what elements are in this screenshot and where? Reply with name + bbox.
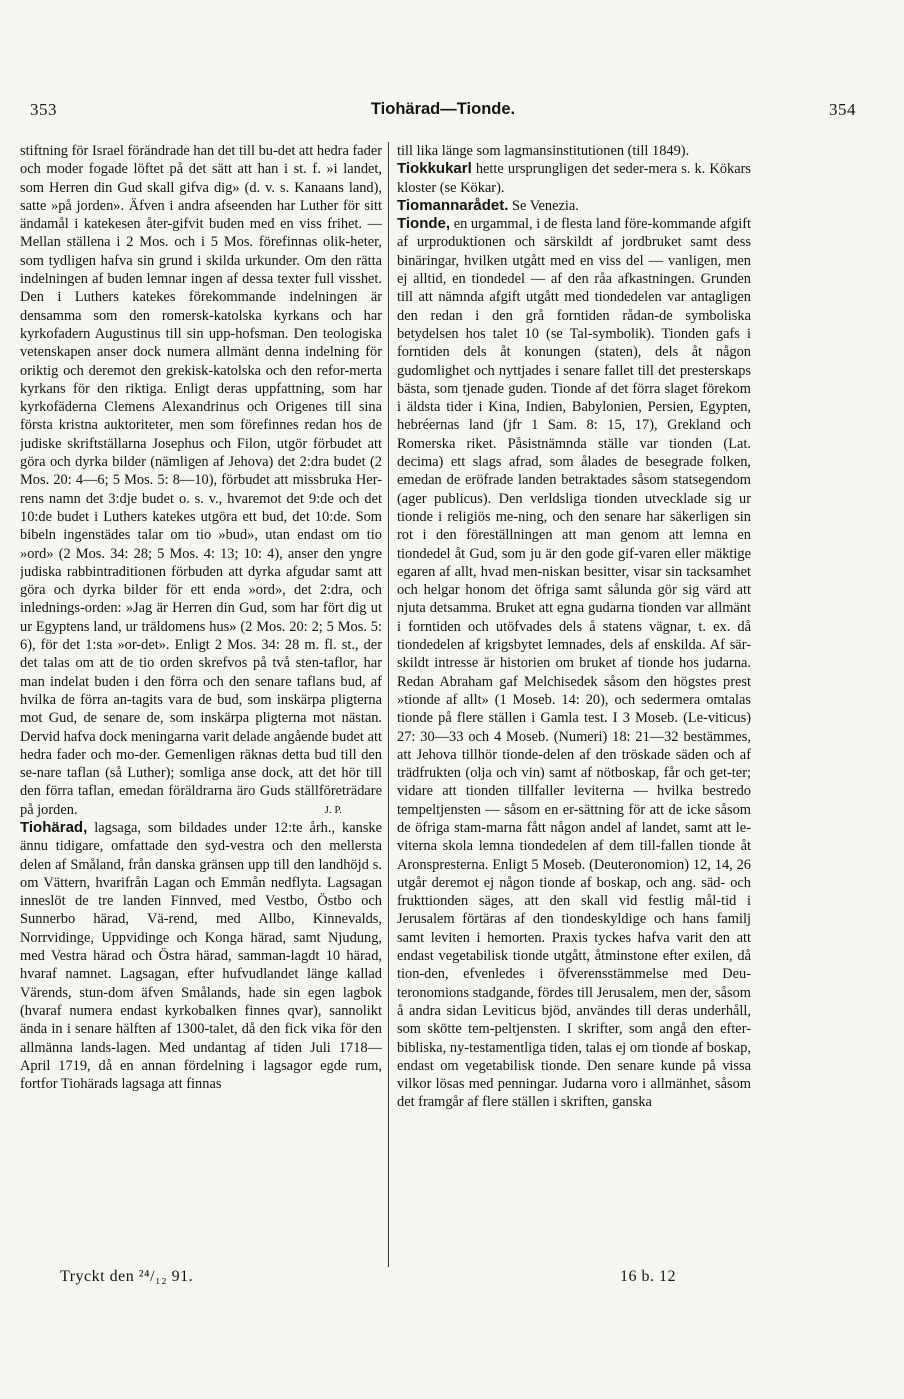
entry-tiokkukarl [397, 160, 751, 197]
author-signature: J. P. [324, 803, 342, 816]
right-column [397, 142, 751, 1272]
headword: Tiokkukarl [397, 160, 472, 178]
paragraph-continuation: till lika länge som lagmansinstitutionen (till 1849). [397, 143, 690, 159]
page-number-left: 353 [30, 100, 57, 119]
left-column [20, 142, 382, 1272]
entry-tionde [397, 215, 751, 1112]
entry-text: hette ursprungligen det seder-mera s. k. Kökars kloster (se Kökar). [397, 161, 751, 196]
entry-text: lagsaga, som bildades under 12:te årh., kanske ännu tidigare, omfattade den syd-vestra och den mellersta delen af Småland, från danska gränsen upp till den landhöjd s. om Vättern, hvarifrån Lagan och Emmån nedflyta. Lagsagan inneslöt de tre landen Finnved, med Vestbo, Östbo och Sunnerbo härad, Vä-rend, med Allbo, Kinnevalds, Norrvidinge, Uppvidinge och Konga härad, samt Njudung, med Vestra härad och Östra härad, samman-lagdt 10 härad, hvaraf namnet. Lagsagan, efter hufvudlandet länge kallad Värends, stun-dom äfven Smålands, hade sin egen lagbok (hvaraf numera endast kyrkobalken finnes qvar), sannolikt ända in i senare hälften af 1300-talet, då den fick vika för den allmänna lands-lagen. Med undantag af tiden Juli 1718— April 1719, då en annan fördelning i lagsagor egde rum, fortfor Tiohärads lagsaga att finnas [20, 819, 382, 1093]
headword: Tiomannarådet. [397, 196, 509, 214]
sheet-signature: 16 b. 12 [620, 1268, 676, 1285]
headword: Tiohärad, [20, 818, 88, 836]
entry-text: Se Venezia. [508, 197, 579, 214]
page-header [30, 100, 856, 130]
entry-text: en urgammal, i de flesta land före-kommande afgift af urproduktionen och särskildt af jordbruket samt dess binäringar, hvilken utgått med en viss del — vanligen, men ej alltid, en tiondedel — af den råa afkastningen. Grunden till att nämnda afgift utgått med tiondedelen var antagligen den redan i den grå forntiden rådan-de symboliska betydelsen hos talet 10 (se Tal-symbolik). Tionden gafs i forntiden dels åt konungen (staten), dels åt någon gudomlighet och nyttjades i senare fallet till det presterskaps bästa, som tjenade guden. Tionde af det förra slaget förekom i äldsta tider i Kina, Indien, Babylonien, Persien, Egypten, hebréernas land (jfr 1 Sam. 8: 15, 17), Grekland och Romerska riket. Påsistnämnda ställe var tionden (Lat. decima) ett slags afrad, som ålades de besegrade folken, emedan de eröfrade landen betraktades såsom statsegendom (ager publicus). Den verldsliga tionden utvecklade sig ur tionde i religiös me-ning, och den senare har säkerligen sin rot i den föreställningen att man genom att lemna en tiondedel åt Gud, som ju är den gode gif-varen eller mäktige egaren af allt, hvad men-niskan besitter, visar sin tacksamhet och helgar honom det öfriga samt sålunda gör sig värd att njuta detsamma. Bruket att egna gudarna tionden var allmänt i forntiden och utöfvades dels å statens vägnar, t. ex. då tiondedelen af krigsbytet lemnades, dels af enskilda. Af sär-skildt intresse är historien om bruket af tionde hos judarna. Redan Abraham gaf Melchisedek såsom den högstes prest »tionde af allt» (1 Moseb. 14: 20), och sedermera omtalas tionde på flere ställen i Gamla test. I 3 Moseb. (Le-viticus) 27: 30—33 och 4 Moseb. (Numeri) 18: 21—32 bestämmes, att Jehova tillhör tionde-delen af den tröskade säden och af trädfrukten (olja och vin) samt af nötboskap, får och get-ter; vidare att tionden tillfaller leviterna — hvilka bestredo tempeltjensten — såsom en er-sättning för att de icke såsom de öfriga stam-marna fått någon andel af landet, samt att le-viterna skola lemna tiondedelen af dem till-fallen tionde åt Aronspresterna. Enligt 5 Moseb. (Deuteronomion) 12, 14, 26 utgår deremot ej någon tionde af boskap, och ang. säd- och frukttionden säges, att den skall vid festlig mål-tid i Jerusalem förtäras af den tiondeskyldige och hans familj samt leviten i hemorten. Praxis tyckes hafva varit den att endast vegetabilisk tionde utgått, åtminstone efter exilen, då tion-den, efvenledes i öfverensstämmelse med Deu-teronomions stadgande, fördes till Jerusalem, men der, såsom å andra sidan Leviticus bjöd, användes till deras underhåll, som skötte tem-peltjensten. I skrifter, som angå den efter-bibliska, ny-testamentliga tiden, talas ej om tionde af boskap, endast om vegetabilisk tionde. Den senare kunde på vissa vilkor lösas med penningar. Judarna voro i allmänhet, såsom det framgår af flere ställen i skriften, ganska [397, 216, 751, 1111]
entry-tioharad [20, 819, 382, 1093]
print-date: Tryckt den ²⁴/₁₂ 91. [60, 1268, 194, 1285]
column-divider [388, 142, 389, 1267]
paragraph-decalogue [20, 142, 382, 819]
entry-tiomannaradet [397, 197, 751, 215]
running-title: Tiohärad—Tionde. [370, 100, 516, 118]
headword: Tionde, [397, 215, 451, 233]
page-number-right: 354 [829, 100, 856, 119]
paragraph-text: stiftning för Israel förändrade han det till bu-det att hedra fader och moder fogade löftet på det sätt att han i st. f. »i landet, som Herren din Gud skall gifva dig» (d. v. s. Kanaans land), satte »på jorden». Äfven i andra afseenden har Luther för sitt ändamål i katekesen åter-gifvit buden med en viss frihet. — Mellan ställena i 2 Mos. och i 5 Mos. förefinnas olik-heter, som tydligen hafva sin grund i skilda urkunder. Om den rätta indelningen af buden lemnar ingen af dessa texter full visshet. Den i Luthers katekes förekommande indelningen är densamma som den romersk-katolska kyrkans och har kyrkofadern Augustinus till sin upp-hofsman. Den teologiska vetenskapen anser dock numera allmänt denna indelning för oriktig och deremot den grekisk-katolska och den refor-merta kyrkans för den riktiga. Enligt deras uppfattning, som har kyrkofäderna Clemens Alexandrinus och Origenes till sina första kristna auktoriteter, men som förefinnes redan hos de judiske skriftställarna Josephus och Filon, utgör förbudet att göra och dyrka bilder (nämligen af Jehova) det 2:dra budet (2 Mos. 20: 4—6; 5 Mos. 5: 8—10), förbudet att missbruka Her-rens namn det 3:dje budet o. s. v., hvaremot det 9:de och det 10:de budet i Luthers katekes utgöra ett bud, det 10:de. Som bibeln ingenstädes talar om tio »bud», utan endast om tio »ord» (2 Mos. 34: 28; 5 Mos. 4: 13; 10: 4), anser den yngre judiska rabbintraditionen förbuden att dyrka afgudar samt att göra och dyrka bilder för ett enda »ord», det 2:dra, och inlednings-orden: »Jag är Herren din Gud, som har fört dig ut ur Egyptens land, ur träldomens hus» (2 Mos. 20: 2; 5 Mos. 5: 6), för det 1:sta »or-det». Enligt 2 Mos. 34: 28 m. fl. st., der det talas om att de tio orden skrefvos på två sten-taflor, har man indelat buden i den förra och den senare taflans bud, af hvilka de förra an-tagits vara de bud, som inskärpa pligterna mot Gud, de senare de, som inskärpa pligterna mot nästan. Dervid hafva dock meningarna varit delade angående budet att hedra fader och mo-der. Gemenligen räknas detta bud till den se-nare taflan (så Luther); somliga anse dock, att det hör till den förra taflan, emedan föräldrarna äro Guds ställföreträdare på jorden. [20, 143, 382, 818]
